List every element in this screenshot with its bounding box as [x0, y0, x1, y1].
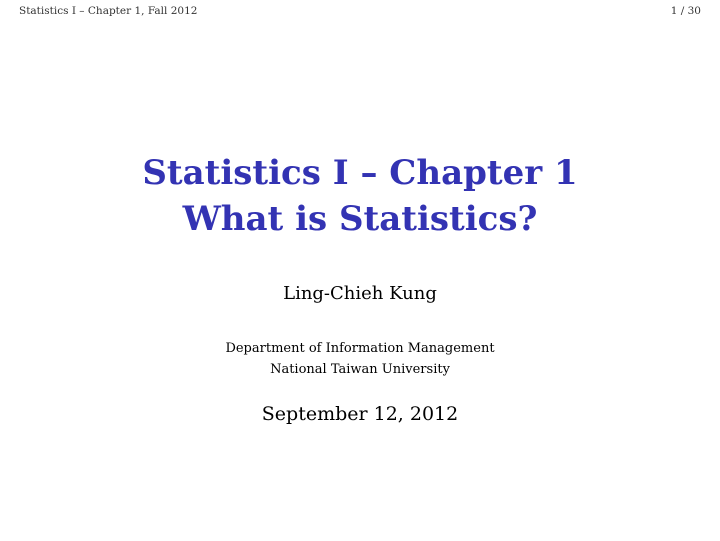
- institute-department: Department of Information Management: [225, 341, 495, 356]
- title-line-1: Statistics I – Chapter 1: [142, 153, 578, 193]
- title-line-2: What is Statistics?: [182, 199, 538, 239]
- institute-university: National Taiwan University: [270, 362, 450, 377]
- page-number: 1 / 30: [670, 5, 701, 17]
- slide-header: [0, 0, 720, 22]
- presentation-date: September 12, 2012: [261, 403, 459, 425]
- slide-title: [0, 150, 720, 242]
- author-name: Ling-Chieh Kung: [283, 283, 437, 304]
- institute: [0, 338, 720, 380]
- header-short-title: Statistics I – Chapter 1, Fall 2012: [19, 5, 198, 17]
